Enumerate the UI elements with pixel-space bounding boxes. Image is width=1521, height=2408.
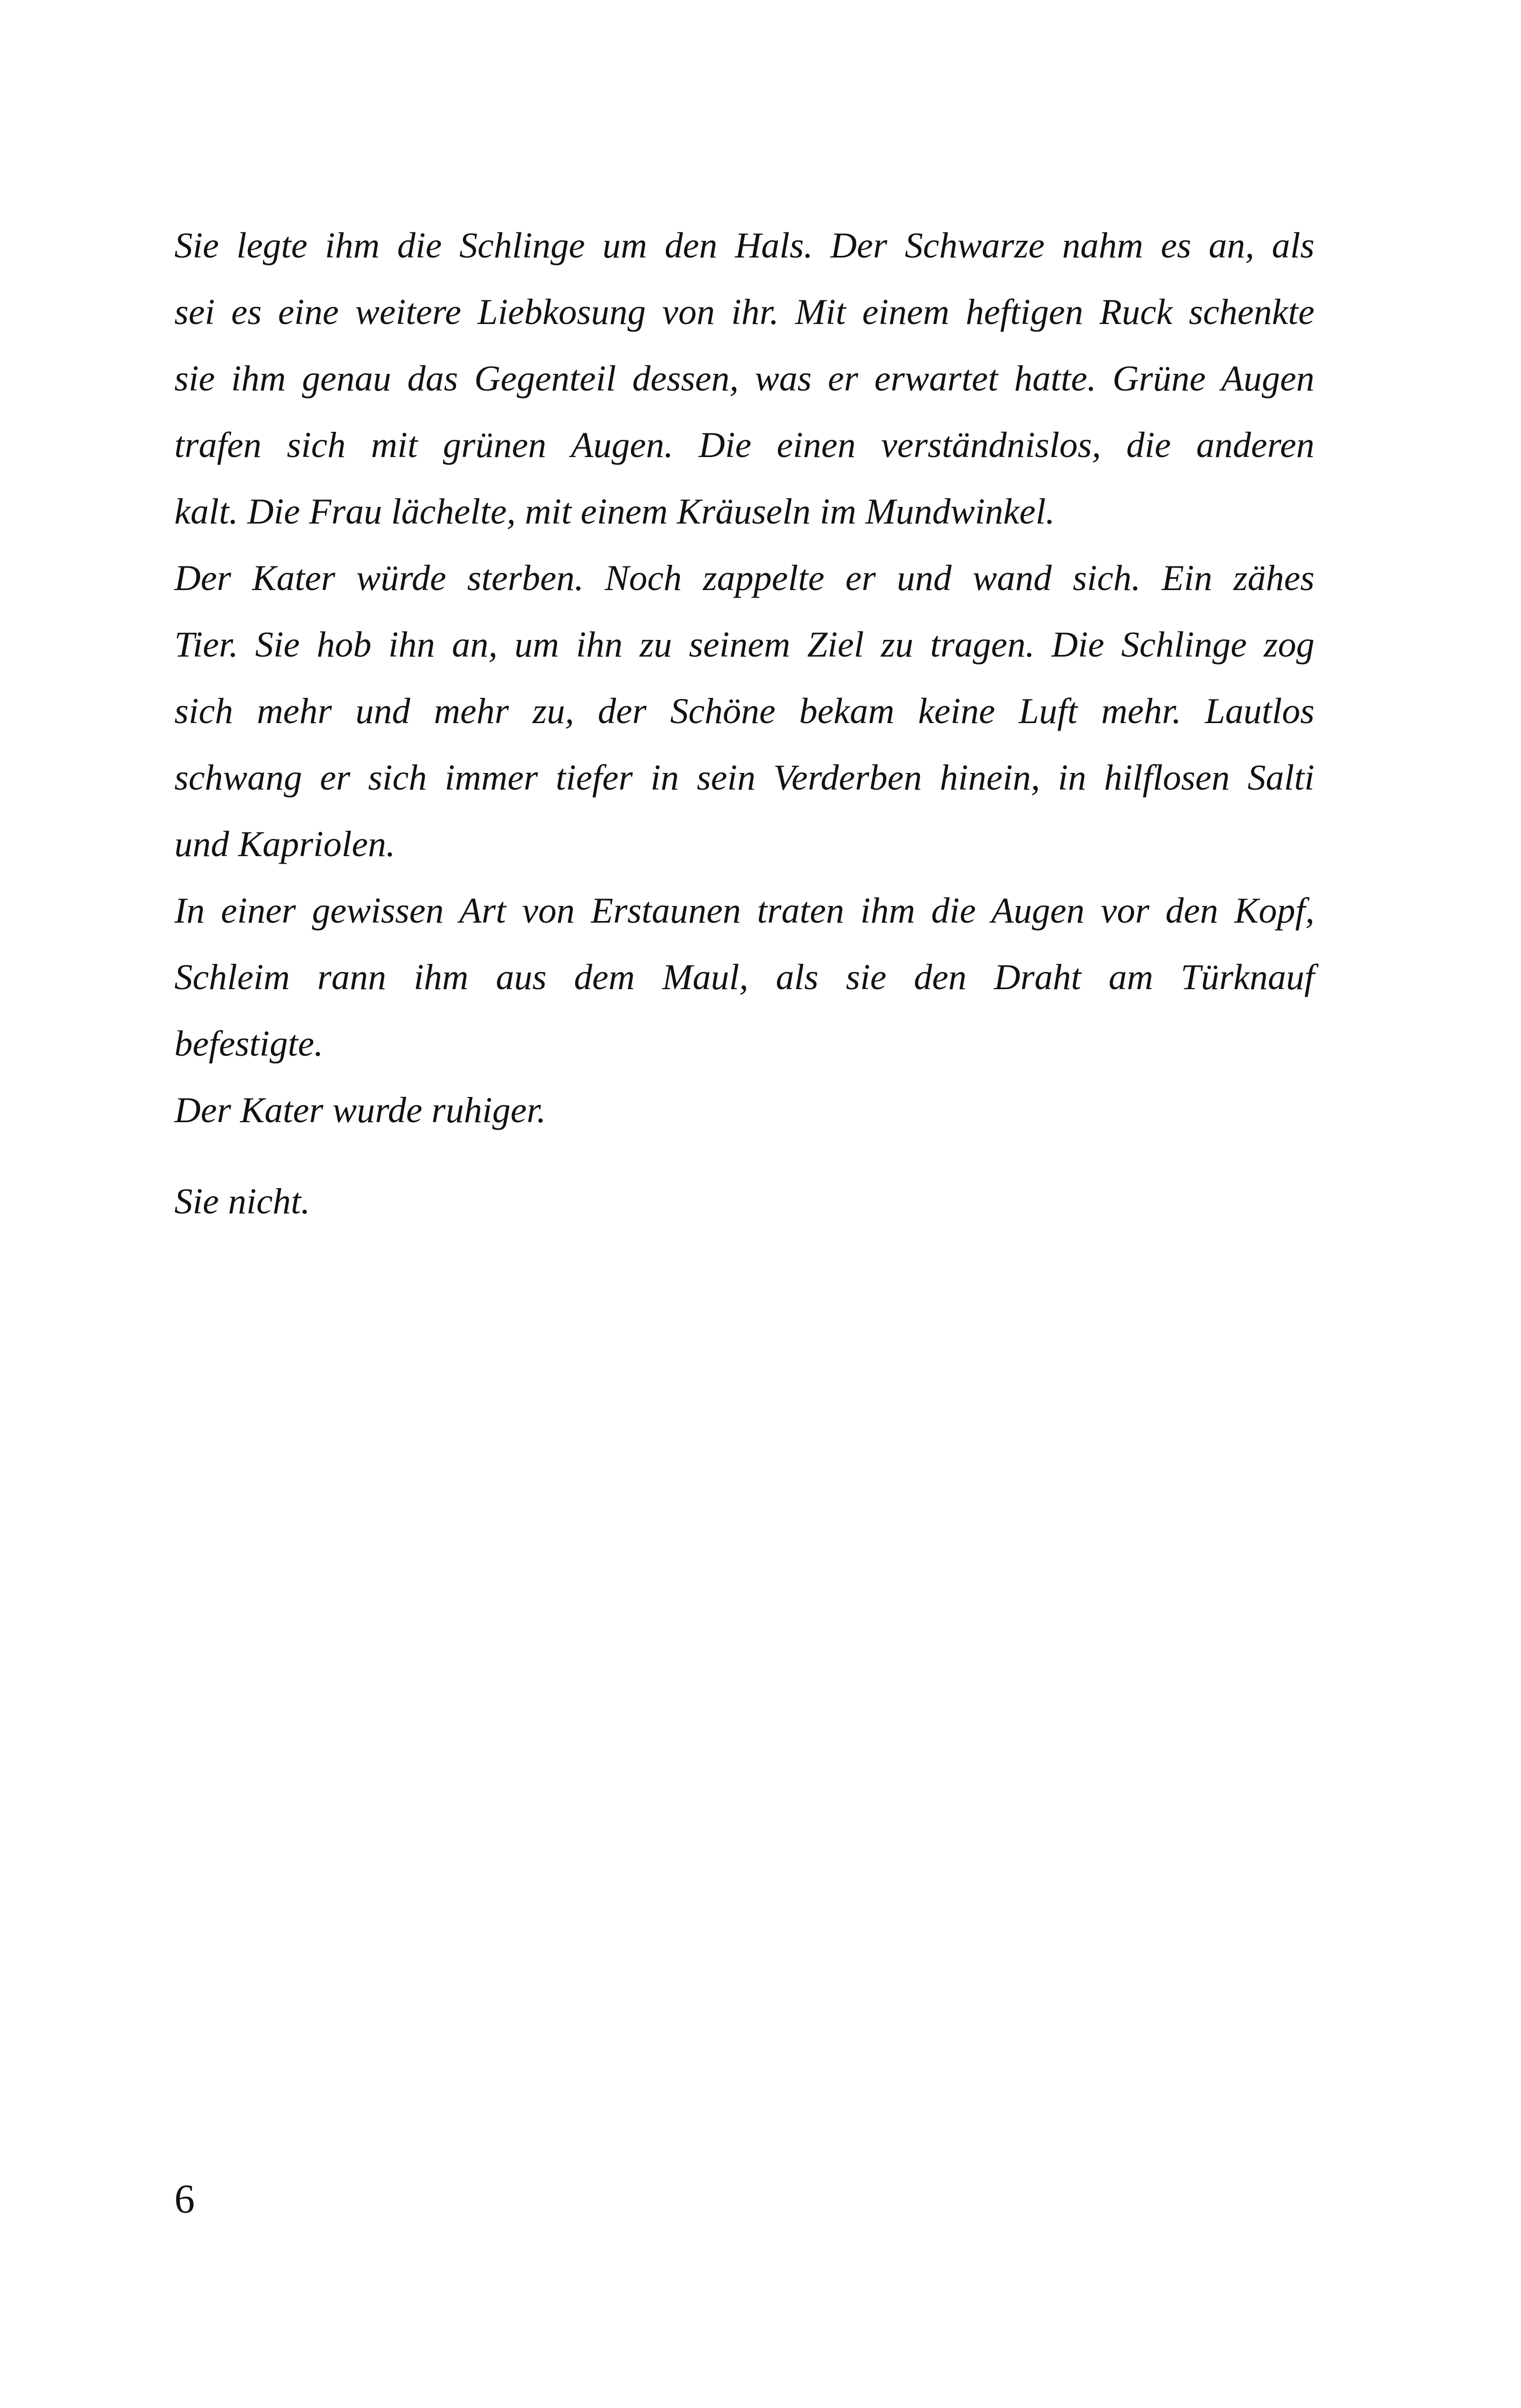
text-line: Sie legte ihm die Schlinge um den Hals. Der Schwarze nahm es an, als	[174, 225, 1314, 266]
text-line: Der Kater würde sterben. Noch zappelte er und wand sich. Ein zähes	[174, 557, 1314, 598]
page-number: 6	[174, 2177, 195, 2222]
paragraph	[174, 544, 1314, 877]
paragraph	[174, 212, 1314, 544]
paragraph-gap	[174, 1143, 1314, 1168]
text-line: Tier. Sie hob ihn an, um ihn zu seinem Ziel zu tragen. Die Schlinge zog	[174, 624, 1314, 665]
text-line: und Kapriolen.	[174, 823, 395, 864]
paragraph	[174, 1077, 1314, 1143]
text-line: schwang er sich immer tiefer in sein Verderben hinein, in hilflosen Salti	[174, 757, 1314, 798]
body-text	[174, 212, 1314, 1234]
text-line: sei es eine weitere Liebkosung von ihr. Mit einem heftigen Ruck schenkte	[174, 291, 1314, 332]
text-line: befestigte.	[174, 1023, 324, 1064]
final-line: Sie nicht.	[174, 1181, 311, 1221]
paragraph	[174, 877, 1314, 1077]
text-line: Schleim rann ihm aus dem Maul, als sie den Draht am Türknauf	[174, 956, 1314, 997]
text-line: Der Kater wurde ruhiger.	[174, 1089, 546, 1130]
text-line: sie ihm genau das Gegenteil dessen, was er erwartet hatte. Grüne Augen	[174, 358, 1314, 399]
text-line: trafen sich mit grünen Augen. Die einen verständnislos, die anderen	[174, 424, 1314, 465]
text-line: kalt. Die Frau lächelte, mit einem Kräuseln im Mundwinkel.	[174, 491, 1055, 532]
text-line: In einer gewissen Art von Erstaunen traten ihm die Augen vor den Kopf,	[174, 890, 1314, 931]
text-line: sich mehr und mehr zu, der Schöne bekam keine Luft mehr. Lautlos	[174, 690, 1314, 731]
